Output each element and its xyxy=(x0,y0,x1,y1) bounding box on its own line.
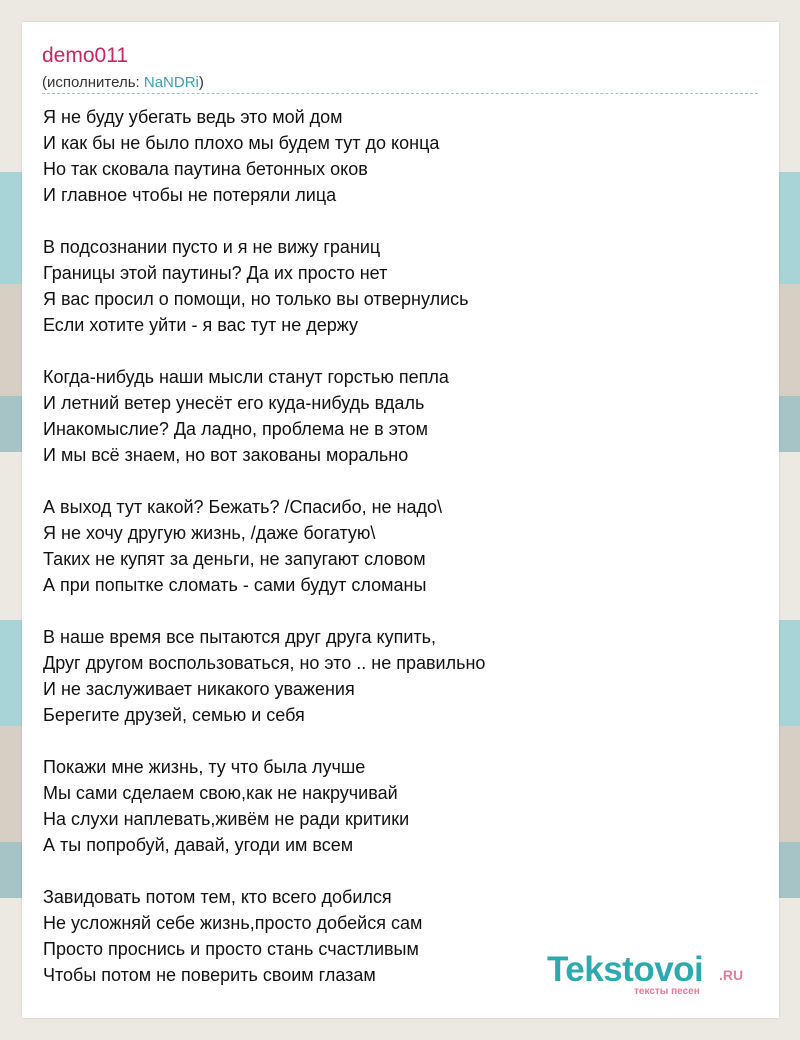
logo-name: Tekstovoi xyxy=(547,950,704,989)
lyric-line: А ты попробуй, давай, угоди им всем xyxy=(43,835,354,855)
lyric-line: Таких не купят за деньги, не запугают словом xyxy=(43,549,426,569)
stanza xyxy=(43,624,743,728)
lyric-line: Но так сковала паутина бетонных оков xyxy=(43,159,368,179)
lyric-line: На слухи наплевать,живём не ради критики xyxy=(43,809,410,829)
lyric-line: Не усложняй себе жизнь,просто добейся сам xyxy=(43,913,423,933)
artist-suffix: ) xyxy=(198,74,204,91)
lyric-line: Просто проснись и просто стань счастливым xyxy=(43,939,419,959)
lyric-line: Я не буду убегать ведь это мой дом xyxy=(43,107,343,127)
lyric-line: Покажи мне жизнь, ту что была лучше xyxy=(43,757,366,777)
song-title: demo011 xyxy=(42,44,129,67)
lyric-line: Границы этой паутины? Да их просто нет xyxy=(43,263,388,283)
lyric-line: А выход тут какой? Бежать? /Спасибо, не надо\ xyxy=(43,497,443,517)
stanza xyxy=(43,234,743,338)
stanza xyxy=(43,494,743,598)
lyric-line: И летний ветер унесёт его куда-нибудь вдаль xyxy=(43,393,425,413)
stanza xyxy=(43,364,743,468)
lyric-line: И как бы не было плохо мы будем тут до конца xyxy=(43,133,440,153)
logo-tagline: тексты песен xyxy=(634,986,700,997)
lyric-line: Мы сами сделаем свою,как не накручивай xyxy=(43,783,398,803)
lyric-line: И главное чтобы не потеряли лица xyxy=(43,185,337,205)
lyric-line: И не заслуживает никакого уважения xyxy=(43,679,355,699)
divider xyxy=(42,93,758,94)
stanza xyxy=(43,104,743,208)
artist-link[interactable]: NaNDRi xyxy=(143,74,199,91)
lyric-line: Я вас просил о помощи, но только вы отвернулись xyxy=(43,289,469,309)
lyric-line: В наше время все пытаются друг друга купить, xyxy=(43,627,436,647)
artist-line xyxy=(42,74,204,91)
lyric-line: Берегите друзей, семью и себя xyxy=(43,705,305,725)
lyric-line: В подсознании пусто и я не вижу границ xyxy=(43,237,381,257)
lyric-line: Я не хочу другую жизнь, /даже богатую\ xyxy=(43,523,376,543)
lyric-line: Завидовать потом тем, кто всего добился xyxy=(43,887,392,907)
stanza xyxy=(43,754,743,858)
lyric-line: Чтобы потом не поверить своим глазам xyxy=(43,965,376,985)
lyrics-body xyxy=(43,104,743,1014)
lyric-line: Инакомыслие? Да ладно, проблема не в этом xyxy=(43,419,428,439)
lyric-line: А при попытке сломать - сами будут сломаны xyxy=(43,575,427,595)
artist-prefix: (исполнитель: xyxy=(42,74,144,91)
lyric-line: Друг другом воспользоваться, но это .. не правильно xyxy=(43,653,486,673)
lyrics-card xyxy=(22,22,779,1018)
lyric-line: И мы всё знаем, но вот закованы морально xyxy=(43,445,409,465)
logo-domain: .RU xyxy=(719,967,744,983)
lyric-line: Если хотите уйти - я вас тут не держу xyxy=(43,315,359,335)
lyric-line: Когда-нибудь наши мысли станут горстью пепла xyxy=(43,367,449,387)
site-logo[interactable] xyxy=(547,950,752,996)
